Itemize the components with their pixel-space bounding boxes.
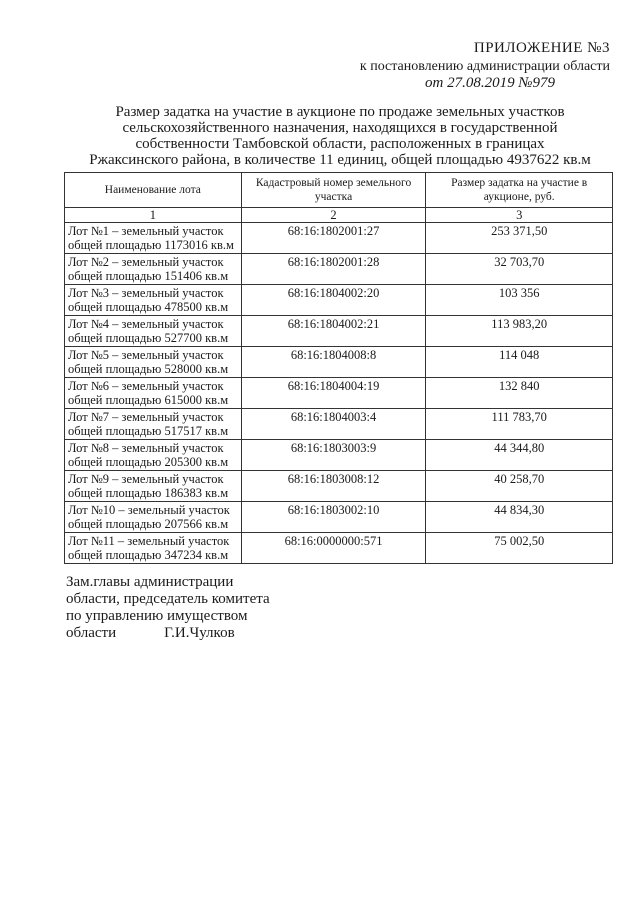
lot-name-cell: Лот №1 – земельный участок общей площадью 1173016 кв.м [65,223,242,254]
lot-name-cell: Лот №6 – земельный участок общей площадью 615000 кв.м [65,378,242,409]
lot-name-cell: Лот №3 – земельный участок общей площадью 478500 кв.м [65,285,242,316]
table-header-row [65,173,613,208]
lots-table [64,172,613,564]
deposit-amount-cell: 40 258,70 [426,471,613,502]
column-number-row [65,208,613,223]
deposit-amount-cell: 103 356 [426,285,613,316]
cadastral-number-cell: 68:16:1804002:20 [241,285,426,316]
table-row [65,471,613,502]
lot-name-cell: Лот №8 – земельный участок общей площадью 205300 кв.м [65,440,242,471]
cadastral-number-cell: 68:16:1804003:4 [241,409,426,440]
header-deposit: Размер задатка на участие в аукционе, руб. [426,173,613,208]
table-row [65,347,613,378]
title-line: собственности Тамбовской области, расположенных в границах [135,136,545,152]
deposit-amount-cell: 114 048 [426,347,613,378]
document-title [70,104,610,168]
cadastral-number-cell: 68:16:1802001:28 [241,254,426,285]
deposit-amount-cell: 111 783,70 [426,409,613,440]
lot-name-cell: Лот №11 – земельный участок общей площадью 347234 кв.м [65,533,242,564]
cadastral-number-cell: 68:16:1803008:12 [241,471,426,502]
lot-name-cell: Лот №2 – земельный участок общей площадью 151406 кв.м [65,254,242,285]
cadastral-number-cell: 68:16:1803002:10 [241,502,426,533]
title-line: Ржаксинского района, в количестве 11 единиц, общей площадью 4937622 кв.м [89,152,591,168]
lot-name-cell: Лот №7 – земельный участок общей площадью 517517 кв.м [65,409,242,440]
signature-line: области, председатель комитета [66,591,270,607]
appendix-header [310,40,610,92]
title-line: Размер задатка на участие в аукционе по продаже земельных участков [115,104,565,120]
column-number: 1 [65,208,242,223]
signature-line-last [66,625,270,642]
table-row [65,409,613,440]
table-row [65,285,613,316]
lot-name-cell: Лот №10 – земельный участок общей площадью 207566 кв.м [65,502,242,533]
table-row [65,316,613,347]
appendix-subtitle: к постановлению администрации области [359,59,610,74]
cadastral-number-cell: 68:16:1804002:21 [241,316,426,347]
deposit-amount-cell: 32 703,70 [426,254,613,285]
cadastral-number-cell: 68:16:1804008:8 [241,347,426,378]
lot-name-cell: Лот №9 – земельный участок общей площадью 186383 кв.м [65,471,242,502]
signature-line: области [66,625,117,641]
table-row [65,223,613,254]
cadastral-number-cell: 68:16:1802001:27 [241,223,426,254]
handwritten-date-number: от 27.08.2019 №979 [425,75,555,91]
column-number: 3 [426,208,613,223]
deposit-amount-cell: 253 371,50 [426,223,613,254]
table-row [65,254,613,285]
appendix-title: ПРИЛОЖЕНИЕ №3 [473,40,610,56]
deposit-amount-cell: 44 834,30 [426,502,613,533]
lot-name-cell: Лот №4 – земельный участок общей площадью 527700 кв.м [65,316,242,347]
lot-name-cell: Лот №5 – земельный участок общей площадью 528000 кв.м [65,347,242,378]
table-row [65,502,613,533]
deposit-amount-cell: 113 983,20 [426,316,613,347]
header-cadastral: Кадастровый номер земельного участка [241,173,426,208]
header-lot-name: Наименование лота [65,173,242,208]
deposit-amount-cell: 75 002,50 [426,533,613,564]
deposit-amount-cell: 132 840 [426,378,613,409]
signatory-name: Г.И.Чулков [164,625,235,641]
table-row [65,440,613,471]
signature-line: по управлению имуществом [66,608,248,624]
cadastral-number-cell: 68:16:0000000:571 [241,533,426,564]
cadastral-number-cell: 68:16:1804004:19 [241,378,426,409]
table-row [65,533,613,564]
table-row [65,378,613,409]
cadastral-number-cell: 68:16:1803003:9 [241,440,426,471]
signature-line: Зам.главы администрации [66,574,234,590]
column-number: 2 [241,208,426,223]
deposit-amount-cell: 44 344,80 [426,440,613,471]
signature-block [66,574,270,642]
title-line: сельскохозяйственного назначения, находящихся в государственной [122,120,558,136]
